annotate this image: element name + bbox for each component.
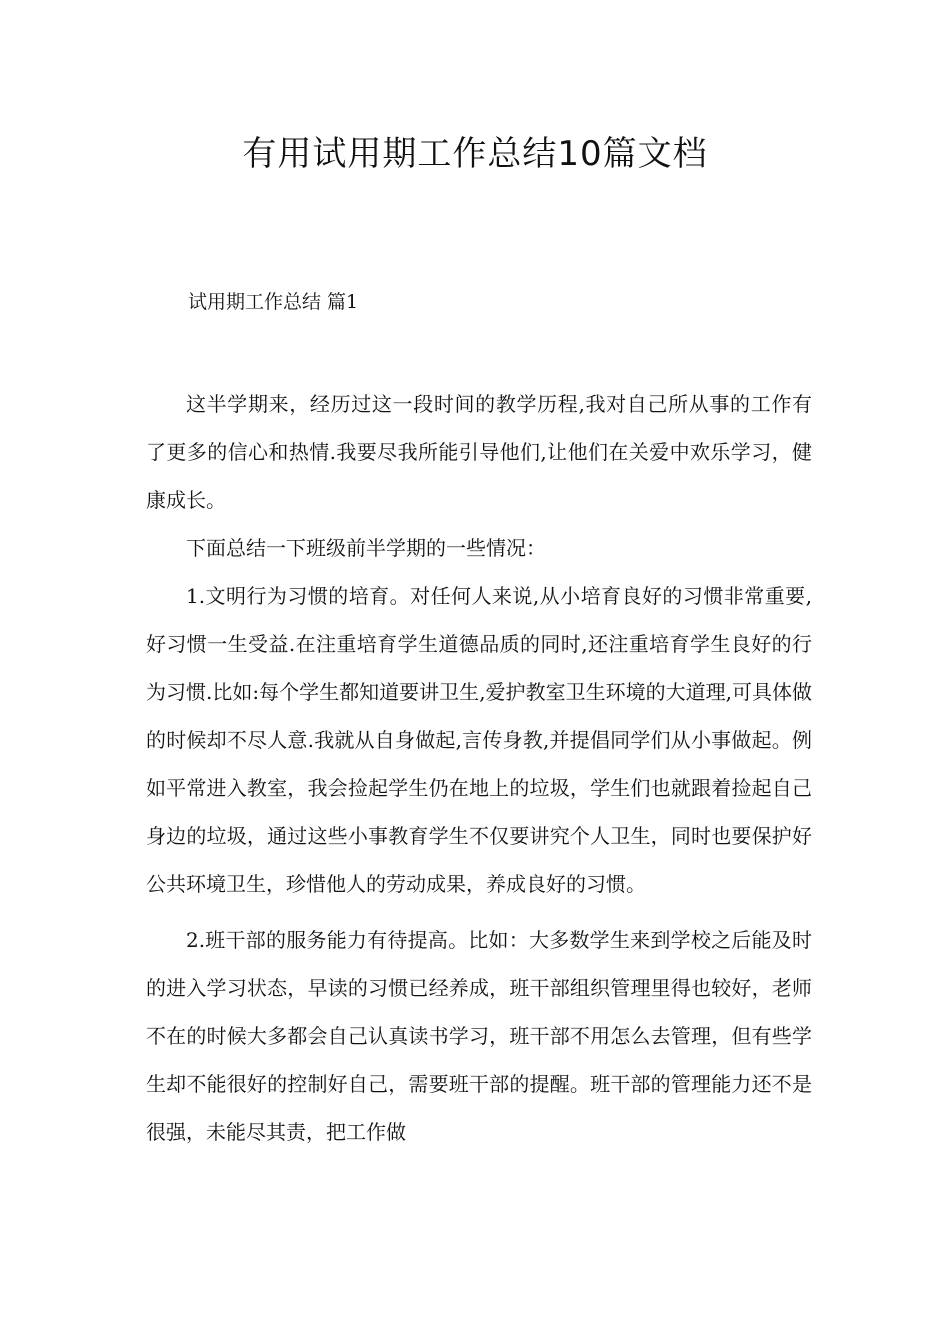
- paragraph-intro: 这半学期来，经历过这一段时间的教学历程,我对自己所从事的工作有了更多的信心和热情.我要尽我所能引导他们,让他们在关爱中欢乐学习，健康成长。: [146, 392, 812, 512]
- document-body: [146, 380, 812, 1156]
- section-heading: 试用期工作总结 篇1: [188, 291, 359, 313]
- paragraph-summary-lead: 下面总结一下班级前半学期的一些情况：: [186, 536, 546, 560]
- document-title: 有用试用期工作总结10篇文档: [242, 134, 708, 174]
- paragraph-point-1: 1.文明行为习惯的培育。对任何人来说,从小培育良好的习惯非常重要,好习惯一生受益.在注重培育学生道德品质的同时,还注重培育学生良好的行为习惯.比如:每个学生都知道要讲卫生,爱护教室卫生环境的大道理,可具体做的时候却不尽人意.我就从自身做起,言传身教,并提倡同学们从小事做起。例如平常进入教室，我会捡起学生仍在地上的垃圾，学生们也就跟着捡起自己身边的垃圾，通过这些小事教育学生不仅要讲究个人卫生，同时也要保护好公共环境卫生，珍惜他人的劳动成果，养成良好的习惯。: [146, 584, 812, 896]
- paragraph-point-2: 2.班干部的服务能力有待提高。比如：大多数学生来到学校之后能及时的进入学习状态，早读的习惯已经养成，班干部组织管理里得也较好，老师不在的时候大多都会自己认真读书学习，班干部不用怎么去管理，但有些学生却不能很好的控制好自己，需要班干部的提醒。班干部的管理能力还不是很强，未能尽其责，把工作做: [146, 928, 812, 1144]
